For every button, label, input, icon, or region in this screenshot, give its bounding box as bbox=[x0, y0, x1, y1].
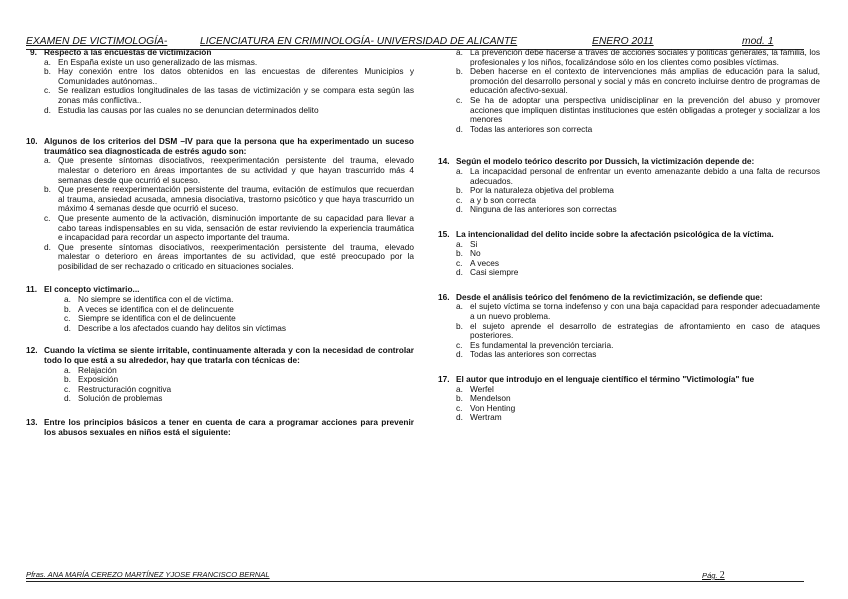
option: c. Se ha de adoptar una perspectiva unidisciplinar en la prevención del abuso y promover acciones que impliquen distintas instituciones que estén obligadas a proteger y socializar a los menores bbox=[456, 94, 820, 125]
question-13-options bbox=[442, 48, 820, 134]
question-12 bbox=[26, 345, 414, 404]
question-text: Algunos de los criterios del DSM –IV para que la persona que ha experimentado un suceso traumático sea diagnosticada de estrés agudo son: bbox=[44, 136, 414, 156]
question-11 bbox=[26, 284, 414, 333]
option: a. En España existe un uso generalizado de las mismas. bbox=[44, 56, 258, 67]
question-10 bbox=[26, 136, 414, 271]
option: d. Solución de problemas bbox=[64, 393, 163, 404]
option: b. Hay conexión entre los datos obtenidos en las encuestas de diferentes Municipios y Comunidades autónomas.. bbox=[44, 66, 414, 86]
question-number: 15. bbox=[438, 228, 450, 239]
header-model: mod. 1 bbox=[742, 36, 774, 47]
options-list bbox=[442, 240, 820, 278]
question-15 bbox=[438, 228, 820, 278]
question-number: 10. bbox=[26, 136, 38, 147]
option: d. Describe a los afectados cuando hay delitos sin víctimas bbox=[64, 322, 286, 333]
question-number: 14. bbox=[438, 156, 450, 167]
question-text: Desde el análisis teórico del fenómeno de la revictimización, se defiende que: bbox=[456, 291, 763, 302]
option: d. Que presente síntomas disociativos, reexperimentación persistente del trauma, elevado malestar o deterioro en áreas importantes de su actividad, que esté preocupado por la posibilidad de ser rechazado o criticado en situaciones sociales. bbox=[44, 241, 414, 271]
question-text: Cuando la víctima se siente irritable, continuamente alterada y con la necesidad de controlar todo lo que está a su alrededor, hay que tratarla con técnicas de: bbox=[44, 345, 414, 366]
option: c. Que presente aumento de la activación, disminución importante de su capacidad para llevar a cabo tareas indispensables en su vida, sensación de estar reviviendo la experiencia traumática e incapacidad para recordar un aspecto importante del trauma. bbox=[44, 212, 414, 243]
option: c. Von Henting bbox=[456, 402, 516, 413]
question-number: 17. bbox=[438, 374, 450, 385]
question-14 bbox=[438, 156, 820, 215]
question-number: 13. bbox=[26, 417, 38, 427]
question-13 bbox=[26, 417, 414, 437]
page-number: Pág. 2 bbox=[702, 570, 725, 581]
option: c. Es fundamental la prevención terciaria. bbox=[456, 339, 614, 350]
question-17 bbox=[438, 374, 820, 423]
options-list bbox=[442, 302, 820, 360]
question-text: El autor que introdujo en el lenguaje científico el término "Victimología" fue bbox=[456, 374, 755, 385]
question-text: La intencionalidad del delito incide sobre la afectación psicológica de la víctima. bbox=[456, 228, 774, 239]
option: d. Estudia las causas por las cuales no se denuncian determinados delito bbox=[44, 104, 319, 115]
question-number: 11. bbox=[26, 284, 38, 295]
option: a. La incapacidad personal de enfrentar un evento amenazante debido a una falta de recursos adecuados. bbox=[456, 165, 820, 186]
question-text: Entre los principios básicos a tener en cuenta de cara a programar acciones para prevenir los abusos sexuales en niños está el siguiente: bbox=[44, 417, 414, 437]
question-text: Respecto a las encuestas de victimización bbox=[44, 47, 212, 57]
option: a. Si bbox=[456, 238, 478, 249]
option: d. Wertram bbox=[456, 412, 502, 423]
option: b. el sujeto aprende el desarrollo de estrategias de afrontamiento en caso de ataques posteriores. bbox=[456, 320, 820, 341]
option: d. Todas las anteriores son correcta bbox=[456, 123, 593, 134]
option: d. Casi siempre bbox=[456, 267, 519, 278]
left-column bbox=[26, 47, 414, 437]
page-footer bbox=[26, 570, 804, 582]
option: d. Ninguna de las anteriores son correctas bbox=[456, 204, 617, 215]
options-list bbox=[30, 156, 414, 271]
question-9 bbox=[30, 48, 414, 115]
options-list bbox=[30, 58, 414, 116]
header-date: ENERO 2011 bbox=[592, 36, 654, 47]
right-column bbox=[438, 47, 820, 423]
question-number: 16. bbox=[438, 291, 450, 302]
options-list bbox=[30, 295, 414, 333]
option: b. Deben hacerse en el contexto de intervenciones más amplias de educación para la salud, promoción del desarrollo personal y social y más en concreto incluirse dentro de programas de educación afectivo-sexual. bbox=[456, 66, 820, 96]
option: b. Que presente reexperimentación persistente del trauma, evitación de estímulos que recuerdan al trauma, ansiedad acusada, amnesia disociativa, trastorno psicótico y que haya trascurrido un máximo 4 semanas desde que ocurrió el suceso. bbox=[44, 184, 414, 214]
option: b. Exposición bbox=[64, 374, 119, 385]
option: c. A veces bbox=[456, 257, 500, 268]
header-exam: EXAMEN DE VICTIMOLOGÍA- bbox=[26, 36, 168, 47]
question-text: El concepto victimario... bbox=[44, 284, 140, 295]
option: a. Que presente síntomas disociativos, reexperimentación persistente del trauma, elevado malestar o deterioro en áreas importantes de su actividad y que hayan trascurrido más 4 semanas desde que ocurrió el suceso. bbox=[44, 155, 414, 185]
options-list bbox=[30, 366, 414, 404]
option: b. Mendelson bbox=[456, 393, 511, 404]
options-list bbox=[442, 385, 820, 423]
option: d. Todas las anteriores son correctas bbox=[456, 349, 597, 360]
options-list bbox=[442, 167, 820, 215]
option: c. a y b son correcta bbox=[456, 194, 536, 205]
header-degree: LICENCIATURA EN CRIMINOLOGÍA- UNIVERSIDAD DE ALICANTE bbox=[200, 36, 518, 47]
question-number: 12. bbox=[26, 345, 38, 356]
options-list bbox=[442, 48, 820, 134]
option: a. Werfel bbox=[456, 383, 494, 394]
option: b. A veces se identifica con el de delincuente bbox=[64, 303, 234, 314]
question-text: Según el modelo teórico descrito por Dussich, la victimización depende de: bbox=[456, 156, 755, 167]
option: c. Siempre se identifica con el de delincuente bbox=[64, 313, 236, 324]
question-16 bbox=[438, 291, 820, 360]
option: a. No siempre se identifica con el de víctima. bbox=[64, 294, 234, 305]
question-number: 9. bbox=[30, 47, 37, 57]
option: c. Se realizan estudios longitudinales de las tasas de victimización y se compara esta según las zonas más conflictiva.. bbox=[44, 85, 414, 105]
option: a. La prevención debe hacerse a través de acciones sociales y políticas generales, la familia, los profesionales y los niños, focalizándose sólo en los clientes como posibles víctimas. bbox=[456, 47, 820, 67]
option: a. el sujeto víctima se torna indefenso y con una baja capacidad para responder adecuadamente a un nuevo problema. bbox=[456, 301, 820, 322]
option: b. No bbox=[456, 248, 481, 259]
option: a. Relajación bbox=[64, 364, 117, 375]
option: c. Restructuración cognitiva bbox=[64, 383, 172, 394]
footer-authors: Pfras. ANA MARÍA CEREZO MARTÍNEZ YJOSE FRANCISCO BERNAL bbox=[26, 570, 270, 579]
option: b. Por la naturaleza objetiva del problema bbox=[456, 185, 614, 196]
